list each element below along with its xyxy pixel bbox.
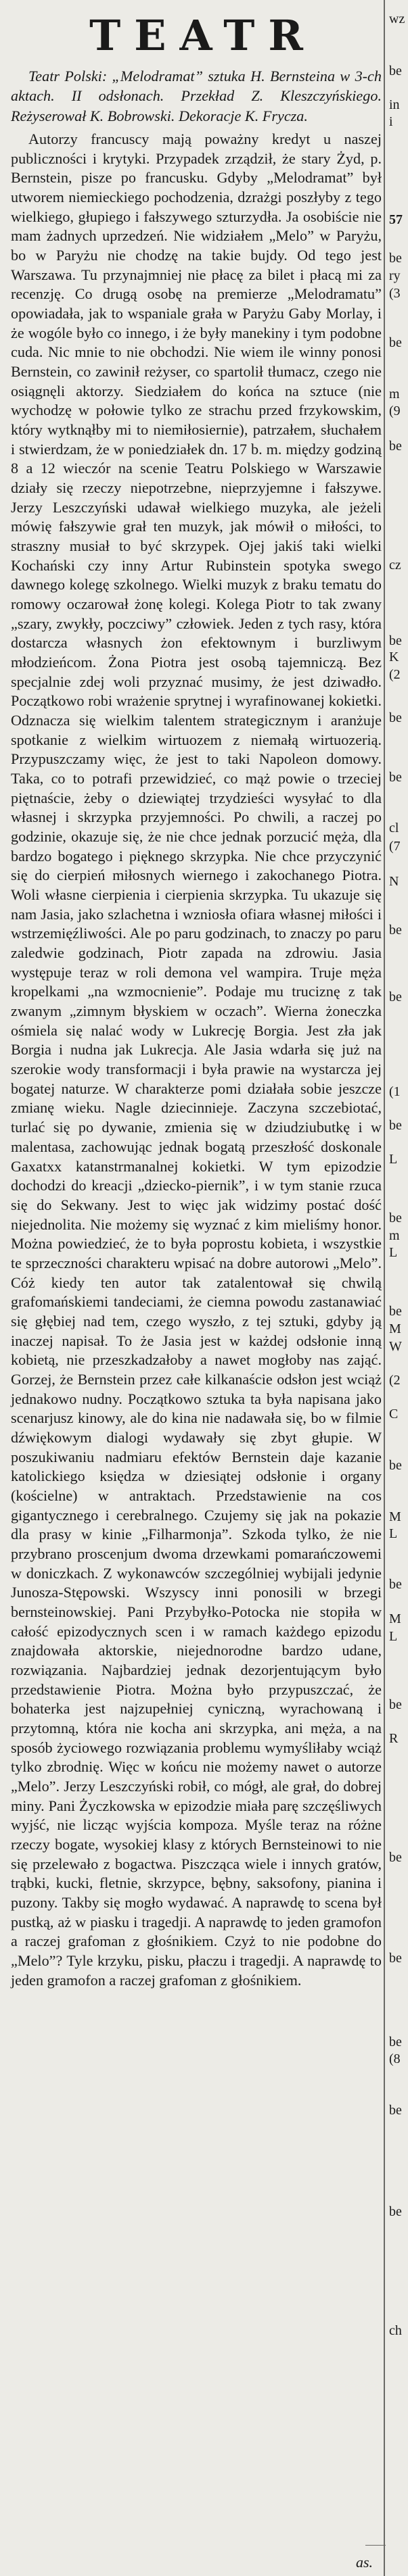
adjacent-column-fragment: M — [389, 1509, 401, 1524]
adjacent-column-fragment: be — [389, 633, 402, 648]
column-divider — [384, 0, 385, 2576]
adjacent-column-fragment: i — [389, 114, 393, 129]
section-heading: TEATR — [89, 11, 317, 60]
adjacent-column-fragment: L — [389, 1245, 398, 1260]
adjacent-column-fragment: be — [389, 1211, 402, 1225]
author-signature: as. — [355, 2554, 373, 2571]
adjacent-column-fragment: (1 — [389, 1084, 401, 1099]
adjacent-column-fragment: 57 — [389, 212, 403, 227]
article-end-rule — [365, 2545, 386, 2546]
adjacent-column-fragment: ch — [389, 2323, 402, 2338]
adjacent-column-fragment: m — [389, 387, 400, 402]
adjacent-column-fragment: be — [389, 64, 402, 78]
adjacent-column-fragment: be — [389, 1850, 402, 1865]
adjacent-column-fragment: be — [389, 1458, 402, 1473]
adjacent-column-fragment: be — [389, 2103, 402, 2118]
adjacent-column-fragment: C — [389, 1407, 399, 1421]
adjacent-column-fragment: wz — [389, 11, 405, 26]
adjacent-column-fragment: L — [389, 1629, 398, 1644]
adjacent-column-fragment: M — [389, 1321, 401, 1336]
adjacent-column-fragment: (9 — [389, 404, 401, 418]
adjacent-column-fragment: be — [389, 770, 402, 785]
adjacent-column-fragment: K — [389, 650, 399, 664]
review-body: Autorzy francuscy mają poważny kredyt u naszej publiczności i krytyki. Przypadek zrządził, że stary Żyd, p. Bernstein, pisze po francusku. Gdyby „Melodramat” był utworem niemieckiego pochodzenia, dzrażgi poszłyby z tego wielkiego, głupiego i fałszywego szturzydła. Ja osobiście nie mam żadnych uprzedzeń. Nie widziałem „Melo” w Paryżu, bo w Paryżu nie chodzę na takie bujdy. Od tego jest Warszawa. Tu przynajmniej nie płacę za bilet i płacą mi za recenzję. Co drugą osobę na premierze „Melodramatu” opowiadała, jak to wspaniale grała w Paryżu Gaby Morlay, i że wogóle było co innego, i że były manekiny i tym podobne cuda. Nic mnie to nie obchodzi. Nie wiem ile winny ponosi Bernstein, co zawinił reżyser, co spartolił tłumacz, czego nie osiągnęli aktorzy. Siedziałem do końca na sztuce (nie wychodzę w połowie tylko ze strachu przed frzykowskim, który wytknąłby mi to niemiłosiernie), patrzałem, słuchałem i stwierdzam, że w poniedziałek dn. 17 b. m. między godziną 8 a 12 wieczór na scenie Teatru Polskiego w Warszawie działy się rzeczy niepotrzebne, nieprzyjemne i fałszywe. Jerzy Leszczyński udawał wielkiego muzyka, ale jeżeli mówię fałszywie grał ten muzyk, jak mówił o miłości, to straszny musiał to być skrzypek. Ojej jakiś taki wielki Kochański czy inny Artur Rubinstein spotyka swego dawnego kolegę szkolnego. Wielki muzyk z braku tematu do romowy oczarował żonę kolegi. Kolega Piotr to tak zwany „szary, zwykły, poczciwy” człowiek. Jeden z tych rasy, która dostarcza własnych żon efektownym i burzliwym młodzieńcom. Żona Piotra jest osobą tajemniczą. Bez specjalnie zdej woli przyznać musimy, że jest dziwadło. Początkowo robi wrażenie sprytnej i wyrafinowanej kokietki. Odznacza się wielkim talentem strategicznym i aranżuje spotkanie z wielkim wirtuozem z niemałą wirtuozerią. Przypuszczamy więc, że jest to taki Napoleon domowy. Taka, co to potrafi przewidzieć, co mąż powie o trzeciej piętnaście, żeby o dziewiątej trzydzieści wysyłać to dla własnej i skrzypka przyjemności. Po chwili, a raczej po godzinie, okazuje się, że nie chce jednak porzucić męża, dla bardzo bogatego i pięknego skrzypka. Nie chce przyczynić się do cierpień miłosnych wiernego i zakochanego Piotra. Woli własne cierpienia i cierpienia skrzypka. Tu ukazuje się nam Jasia, jako szlachetna i wzniosła ofiara własnej miłości i wstrzemięźliwości. Ale po paru godzinach, to znaczy po paru zaledwie godzinach, Piotr zapada na zdrowiu. Jasia występuje teraz w roli demona vel wampira. Truje męża kropelkami „na wzmocnienie”. Podaje mu truciznę z tak zwanym „zimnym błyskiem w oczach”. Wierna żoneczka ośmiela się nalać wody w Lukrecję Borgia. Jest zła jak Borgia i nudna jak Lukrecja. Ale Jasia wdarła się już na szerokie wody transformacji i była prawie na wystarcza jej bogatej naturze. W charakterze pomi działała sobie jeszcze zmianę wieku. Nagle dziecinnieje. Zaczyna szczebiotać, turlać się po dywanie, zmienia się w dziudziubutkę i w malentasa, zachowując jednak bogatą przeszłość doskonale Gaxatxx katanstrmanalnej kokietki. W tym epizodzie dochodzi do kreacji „dziecko-piernik”, i w tym stanie rzuca się do Sekwany. Jest to więc jak widzimy postać dość niejednolita. Nie możemy się wyznać z kim mieliśmy honor. Można powiedzieć, że to była poprostu kobieta, i wszystkie te sprzeczności charakteru wpisać na dobre autorowi „Melo”. Cóż kiedy ten autor tak zatalentował się chwilą grafomańskiemi tandeciami, że ciemna powodu zastanawiać się głębiej nad tem, czego wyszło, z tej sztuki, gdyby ją inaczej napisał. To że Jasia jest w każdej odsłonie inną kobietą, nie przeszkadzałoby a nawet mogłoby nas zająć. Gorzej, że Bernstein przez całe kilkanaście odsłon jest wciąż jednakowo nudny. Początkowo sztuka ta była napisana jako scenarjusz kinowy, ale do kina nie nadawała się, bo w filmie dźwiękowym dialogi wydawały się zbyt głupie. W poszukiwaniu nadmiaru efektów Bernstein daje kazanie katolickiego księdza w dziesiątej odsłonie i organy (kościelne) w antraktach. Przedstawienie na cos gigantycznego i cerebralnego. Czujemy się jak na pokazie dla prasy w kinie „Filharmonja”. Szkoda tylko, że nie przybrano proscenjum dwoma drzewkami pomarańczowemi w doniczkach. Z wykonawców szczególniej wybijali jedynie Junosza-Stępowski. Wszyscy inni ponosili w brzegi bernsteinowskiej. Pani Przybyłko-Potocka nie stopiła w całość epizodycznych scen i w ramach każdego epizodu znajdowała aktorskie, niejednorodne bardzo udane, rozwiązania. Najbardziej jednak dezorjentującym było przedstawienie Piotra. Można było przypuszczać, że bohaterka jest najzupełniej cyniczną, wyrachowaną i przytomną, która nie kocha ani skrzypka, ani męża, a na sposób życiowego rozwiązania problemu wymyśliłaby wciąż tylko zbrodnię. Więc w końcu nie możemy nawet o autorze „Melo”. Jerzy Leszczyński robił, co mógł, ale grał, do dobrej miny. Pani Życzkowska w epizodzie miała parę szczęśliwych wyjść, nie licząc wyjścia kompoza. Myśle teraz na różne rzeczy bogate, wysokiej klasy z których Bernsteinowi to nie się przelewało z bogactwa. Piszcząca wiele i innych gratów, trąbki, kucki, fletnie, skrzypce, bębny, saksofony, pianina i puzony. Takby się mogło wydawać. A naprawdę to scena był pustką, aż w piasku i tragedji. A naprawdę to jeden gramofon a raczej grafoman z głośnikiem. Czyż to nie podobne do „Melo”? Tyle krzyku, pisku, płaczu i tragedji. A naprawdę to jeden gramofon a raczej grafoman z głośnikiem. — [11, 130, 382, 1989]
adjacent-column-fragment: ry — [389, 268, 401, 283]
adjacent-column-fragment: M — [389, 1611, 401, 1626]
adjacent-column-fragment: cz — [389, 558, 401, 573]
section-masthead — [11, 0, 382, 66]
adjacent-column-clip — [388, 0, 408, 2576]
adjacent-column-fragment: in — [389, 97, 400, 112]
adjacent-column-fragment: be — [389, 710, 402, 725]
adjacent-column-fragment: (2 — [389, 1373, 401, 1388]
review-byline: Teatr Polski: „Melodramat” sztuka H. Bernsteina w 3-ch aktach. II odsłonach. Przekład Z. Kleszczyńskiego. Reżyserował K. Bobrowski. Dekoracje K. Frycza. — [11, 68, 382, 124]
adjacent-column-fragment: be — [389, 439, 402, 454]
adjacent-column-fragment: be — [389, 1304, 402, 1319]
adjacent-column-fragment: (8 — [389, 2051, 401, 2066]
adjacent-column-fragment: (7 — [389, 839, 401, 854]
adjacent-column-fragment: be — [389, 1951, 402, 1966]
adjacent-column-fragment: W — [389, 1339, 402, 1354]
adjacent-column-fragment: be — [389, 335, 402, 350]
adjacent-column-fragment: (2 — [389, 667, 401, 682]
adjacent-column-fragment: be — [389, 2035, 402, 2049]
adjacent-column-fragment: be — [389, 1118, 402, 1133]
adjacent-column-fragment: N — [389, 874, 399, 889]
adjacent-column-fragment: be — [389, 990, 402, 1004]
article-column — [11, 0, 382, 1990]
adjacent-column-fragment: be — [389, 923, 402, 938]
adjacent-column-fragment: be — [389, 2204, 402, 2219]
adjacent-column-fragment: be — [389, 251, 402, 266]
adjacent-column-fragment: cl — [389, 821, 399, 835]
adjacent-column-fragment: R — [389, 1731, 399, 1746]
adjacent-column-fragment: be — [389, 1577, 402, 1592]
adjacent-column-fragment: (3 — [389, 286, 401, 301]
adjacent-column-fragment: m — [389, 1228, 400, 1243]
adjacent-column-fragment: L — [389, 1152, 398, 1167]
adjacent-column-fragment: be — [389, 1697, 402, 1712]
adjacent-column-fragment: L — [389, 1526, 398, 1541]
